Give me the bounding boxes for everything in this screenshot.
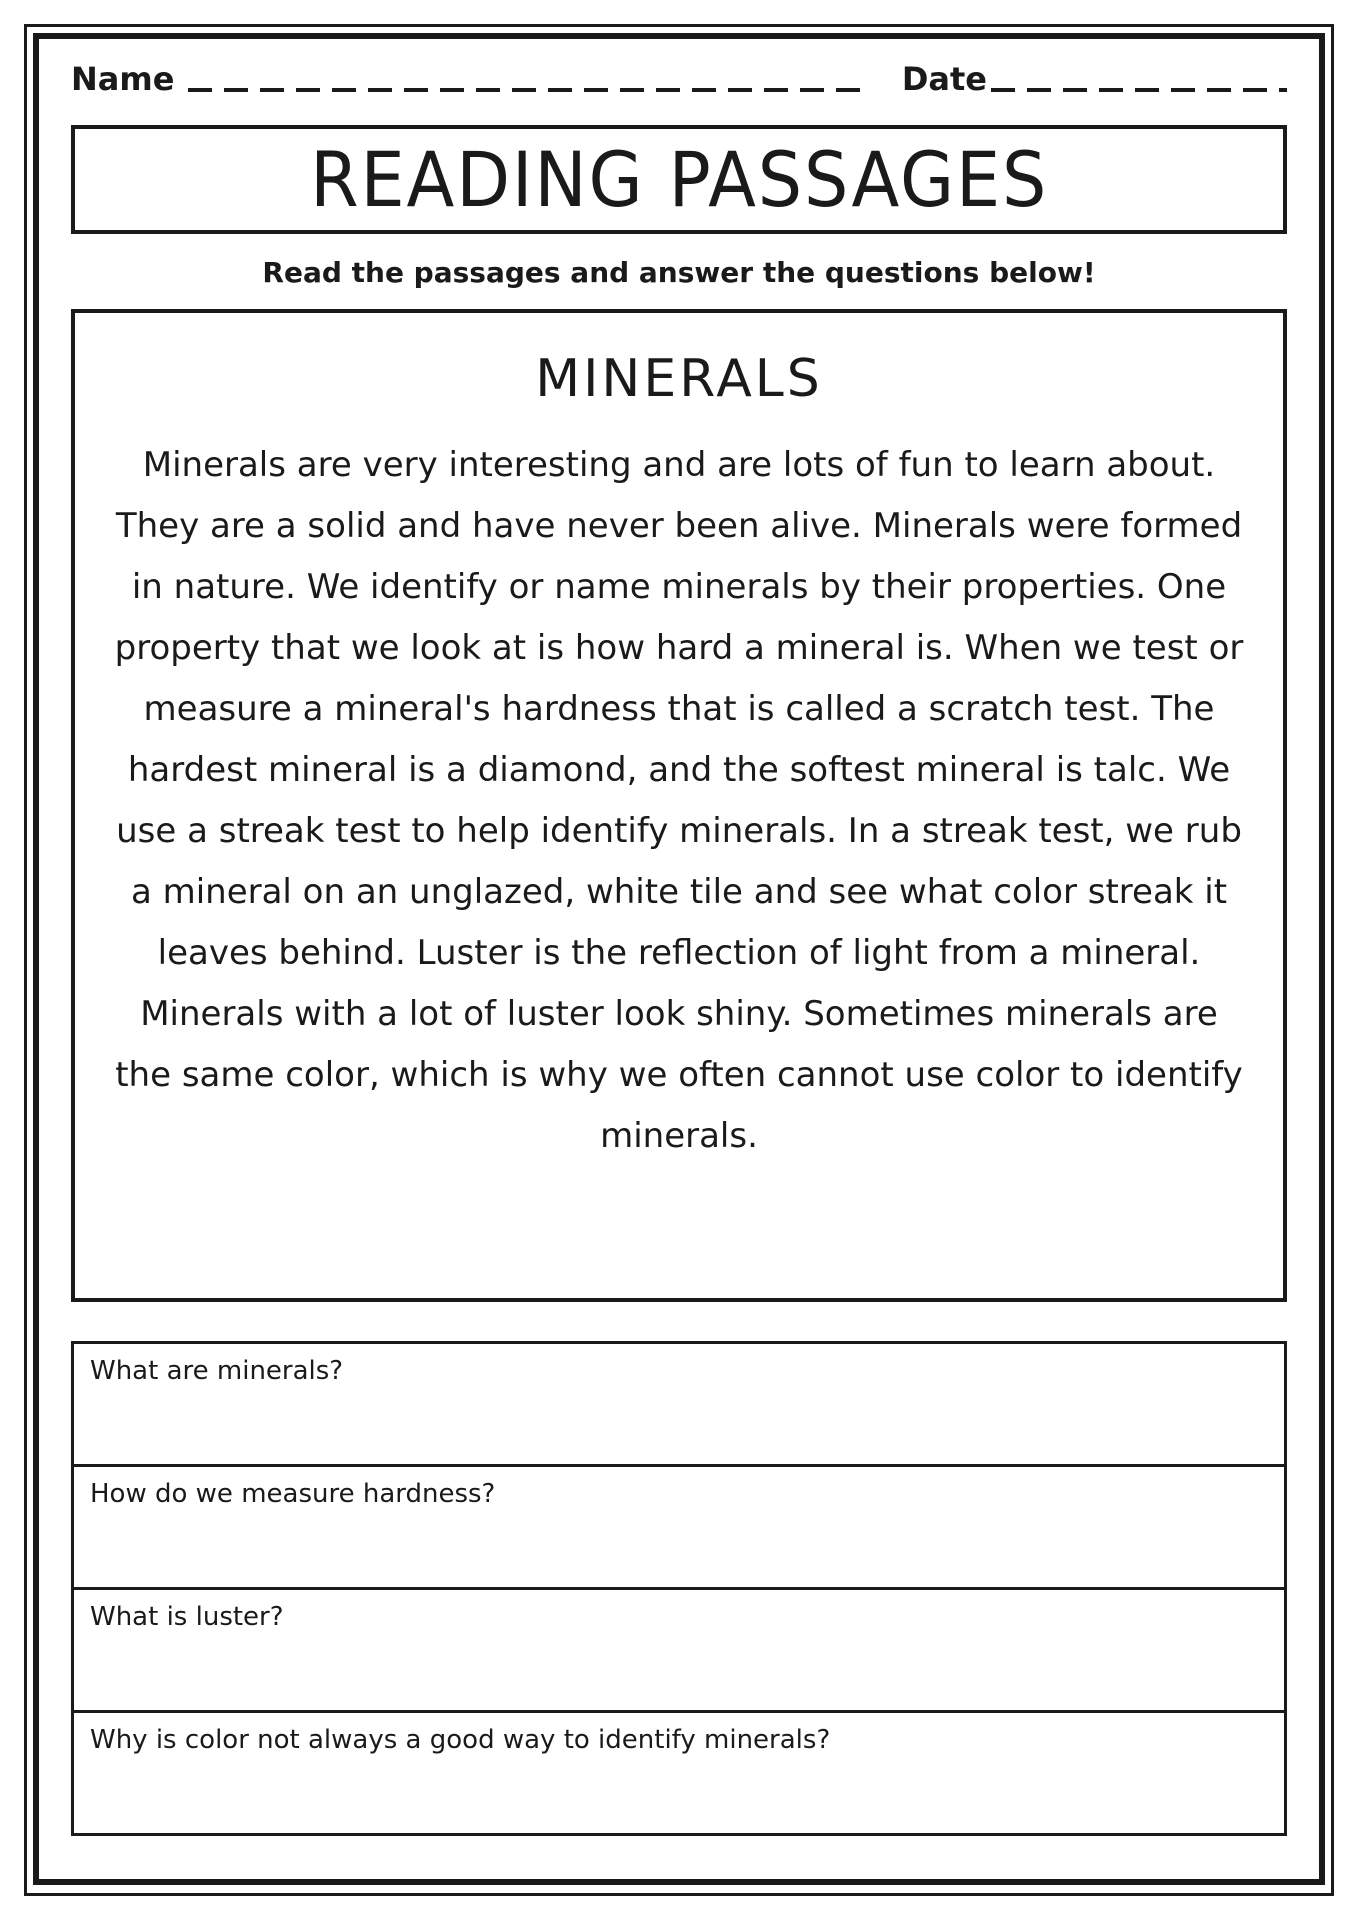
question-box[interactable]	[71, 1587, 1287, 1713]
name-date-row	[71, 56, 1287, 98]
date-input-line[interactable]	[991, 88, 1287, 92]
instructions-text: Read the passages and answer the questions below!	[262, 256, 1096, 289]
worksheet-content	[71, 0, 1287, 1920]
name-label: Name	[71, 60, 175, 98]
question-box[interactable]	[71, 1710, 1287, 1836]
question-label: How do we measure hardness?	[90, 1479, 496, 1509]
worksheet-title-box	[71, 125, 1287, 234]
passage-box	[71, 309, 1287, 1302]
question-label: What are minerals?	[90, 1356, 344, 1386]
worksheet-title: READING PASSAGES	[309, 135, 1049, 224]
question-box[interactable]	[71, 1341, 1287, 1467]
question-label: Why is color not always a good way to identify minerals?	[90, 1725, 831, 1755]
question-box[interactable]	[71, 1464, 1287, 1590]
questions-section	[71, 1341, 1287, 1836]
passage-title: MINERALS	[535, 349, 823, 409]
question-label: What is luster?	[90, 1602, 284, 1632]
name-input-line[interactable]	[188, 88, 867, 92]
date-label: Date	[901, 60, 987, 98]
passage-body: Minerals are very interesting and are lots of fun to learn about. They are a solid and have never been alive. Minerals were formed in nature. We identify or name minerals by their properties. One property that we look at is how hard a mineral is. When we test or measure a mineral's hardness that is called a scratch test. The hardest mineral is a diamond, and the softest mineral is talc. We use a streak test to help identify minerals. In a streak test, we rub a mineral on an unglazed, white tile and see what color streak it leaves behind. Luster is the reflection of light from a mineral. Minerals with a lot of luster look shiny. Sometimes minerals are the same color, which is why we often cannot use color to identify minerals.	[114, 445, 1244, 1156]
